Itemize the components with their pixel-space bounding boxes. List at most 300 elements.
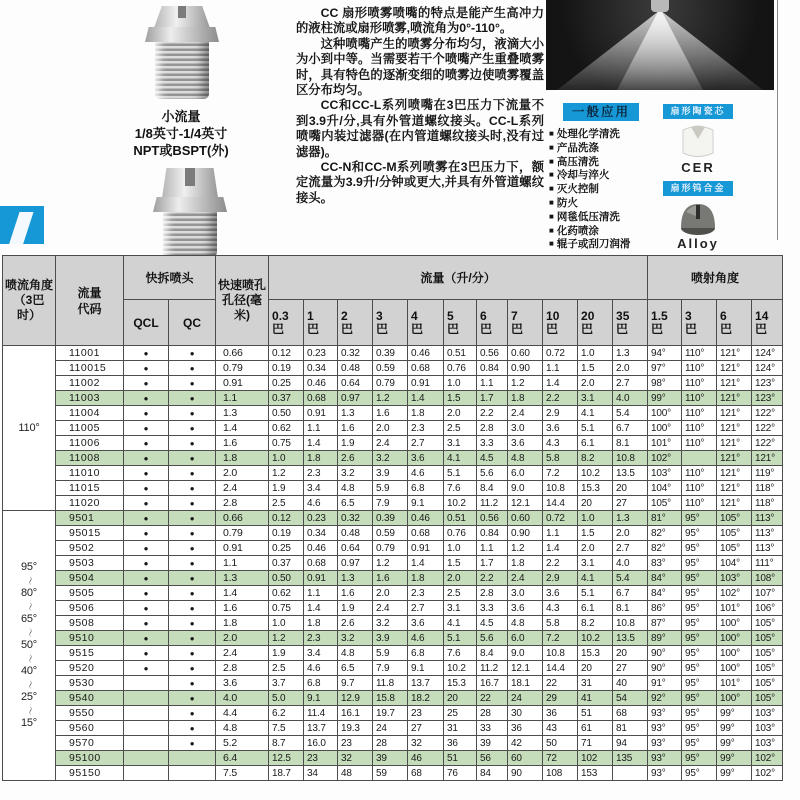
spray-angle-cell: 95° <box>682 541 717 556</box>
flow-code-cell: 95150 <box>56 766 124 781</box>
flow-rate-cell: 0.56 <box>477 511 508 526</box>
alloy-label: Alloy <box>677 236 719 251</box>
flow-rate-cell: 5.1 <box>444 631 477 646</box>
flow-rate-cell: 8.2 <box>578 451 613 466</box>
flow-rate-cell: 28 <box>373 736 408 751</box>
table-row <box>3 601 783 616</box>
nozzle-threaded-body <box>155 41 209 99</box>
spray-angle-cell: 110° <box>682 361 717 376</box>
flow-rate-cell: 7.5 <box>269 721 304 736</box>
range-squiggle-icon: 〜 <box>24 576 35 585</box>
flow-rate-cell: 68 <box>613 706 648 721</box>
spray-angle-cell: 100° <box>717 631 752 646</box>
flow-rate-cell: 48 <box>338 766 373 781</box>
spray-angle-cell: 89° <box>648 631 682 646</box>
flow-rate-cell: 2.0 <box>444 406 477 421</box>
flow-rate-cell: 2.0 <box>373 586 408 601</box>
flow-rate-cell: 0.48 <box>338 361 373 376</box>
qc-available-dot-icon: ● <box>169 556 216 571</box>
spray-angle-cell: 118° <box>752 496 783 511</box>
flow-rate-cell: 6.0 <box>508 466 543 481</box>
flow-rate-cell: 6.7 <box>613 421 648 436</box>
flow-rate-cell: 27 <box>613 661 648 676</box>
flow-rate-cell: 4.5 <box>477 616 508 631</box>
flow-rate-cell: 27 <box>613 496 648 511</box>
spray-angle-cell: 98° <box>648 376 682 391</box>
orifice-diameter-cell: 4.4 <box>216 706 269 721</box>
description-paragraph: CC和CC-L系列喷嘴在3巴压力下流量不到3.9升/分,具有外管道螺纹接头。CC-L系列喷嘴内装过滤器(在内管道螺纹接头时,没有过滤器)。 <box>296 98 544 159</box>
flow-rate-cell: 0.51 <box>444 511 477 526</box>
flow-rate-cell: 0.91 <box>304 571 338 586</box>
flow-rate-cell: 0.12 <box>269 346 304 361</box>
flow-rate-cell: 7.6 <box>444 646 477 661</box>
flow-rate-cell: 0.62 <box>269 586 304 601</box>
orifice-diameter-cell: 5.2 <box>216 736 269 751</box>
table-row <box>3 406 783 421</box>
spray-angle-cell: 100° <box>717 616 752 631</box>
square-bullet-icon: ■ <box>549 239 554 249</box>
qc-available-dot-icon: ● <box>169 586 216 601</box>
flow-code-cell: 9540 <box>56 691 124 706</box>
flow-rate-cell: 4.1 <box>444 616 477 631</box>
flow-code-cell: 11008 <box>56 451 124 466</box>
flow-code-cell: 11005 <box>56 421 124 436</box>
pressure-header: 7 巴 <box>508 300 543 346</box>
angle-value: 15° <box>20 717 38 729</box>
table-row <box>3 391 783 406</box>
flow-rate-cell: 0.32 <box>338 346 373 361</box>
spray-angle-cell: 93° <box>648 721 682 736</box>
flow-rate-cell: 2.7 <box>408 436 444 451</box>
flow-rate-cell: 4.6 <box>408 466 444 481</box>
flow-rate-cell: 31 <box>444 721 477 736</box>
flow-code-cell: 11015 <box>56 481 124 496</box>
flow-code-cell: 9504 <box>56 571 124 586</box>
flow-rate-cell: 31 <box>578 676 613 691</box>
qcl-available-dot-icon: ● <box>124 646 169 661</box>
flow-rate-cell: 5.1 <box>444 466 477 481</box>
application-item <box>549 169 669 183</box>
qcl-available-dot-icon: ● <box>124 361 169 376</box>
flow-rate-cell: 9.1 <box>408 661 444 676</box>
flow-rate-cell: 153 <box>578 766 613 781</box>
flow-rate-cell: 7.2 <box>543 466 578 481</box>
flow-rate-cell: 12.1 <box>508 661 543 676</box>
spray-angle-cell: 110° <box>682 376 717 391</box>
flow-rate-cell: 32 <box>338 751 373 766</box>
flow-rate-cell: 0.34 <box>304 526 338 541</box>
table-row <box>3 346 783 361</box>
qcl-available-dot-icon: ● <box>124 376 169 391</box>
application-item <box>549 211 669 225</box>
flow-rate-cell: 6.0 <box>508 631 543 646</box>
nozzle-photo-top <box>142 6 222 99</box>
flow-rate-cell: 9.0 <box>508 646 543 661</box>
application-item-label: 冷却与淬火 <box>556 169 610 182</box>
flow-rate-cell: 5.0 <box>269 691 304 706</box>
square-bullet-icon: ■ <box>549 211 554 221</box>
flow-rate-cell: 1.2 <box>508 541 543 556</box>
flow-code-cell: 9502 <box>56 541 124 556</box>
spray-angle-cell: 93° <box>648 736 682 751</box>
table-row <box>3 466 783 481</box>
angle-value: 65° <box>20 613 38 625</box>
flow-rate-cell: 0.19 <box>269 361 304 376</box>
spray-angle-cell: 101° <box>717 676 752 691</box>
spray-angle-cell: 94° <box>648 346 682 361</box>
spray-angle-cell: 87° <box>648 616 682 631</box>
flow-rate-cell: 1.7 <box>477 556 508 571</box>
flow-rate-cell: 14.4 <box>543 661 578 676</box>
flow-rate-cell: 2.4 <box>508 406 543 421</box>
table-row <box>3 496 783 511</box>
flow-rate-cell: 9.1 <box>304 691 338 706</box>
flow-rate-cell: 4.8 <box>338 646 373 661</box>
flow-rate-cell: 1.4 <box>543 541 578 556</box>
flow-rate-cell: 2.9 <box>543 571 578 586</box>
application-item <box>549 156 669 170</box>
spray-angle-cell: 101° <box>648 436 682 451</box>
orifice-diameter-cell: 7.5 <box>216 766 269 781</box>
flow-rate-cell: 0.37 <box>269 391 304 406</box>
flow-rate-cell: 2.5 <box>269 496 304 511</box>
qcl-available-dot-icon: ● <box>124 391 169 406</box>
flow-rate-cell: 4.3 <box>543 436 578 451</box>
flow-rate-cell: 4.1 <box>578 571 613 586</box>
description <box>296 6 544 206</box>
flow-rate-cell: 0.75 <box>269 436 304 451</box>
orifice-diameter-cell: 0.79 <box>216 361 269 376</box>
pressure-header: 0.3 巴 <box>269 300 304 346</box>
flow-rate-cell: 9.7 <box>338 676 373 691</box>
spray-angle-cell: 110° <box>682 436 717 451</box>
spray-angle-cell: 104° <box>648 481 682 496</box>
angle-value: 50° <box>20 639 38 651</box>
qc-available-dot-icon: ● <box>169 406 216 421</box>
flow-code-cell: 11001 <box>56 346 124 361</box>
flow-rate-cell: 36 <box>543 706 578 721</box>
flow-rate-cell: 1.4 <box>543 376 578 391</box>
flow-rate-cell: 2.2 <box>477 571 508 586</box>
flow-rate-cell: 0.56 <box>477 346 508 361</box>
spray-angle-cell: 97° <box>648 361 682 376</box>
flow-rate-cell: 1.8 <box>304 451 338 466</box>
flow-rate-cell: 3.6 <box>408 451 444 466</box>
angle-value: 110° <box>18 421 40 434</box>
flow-rate-cell: 0.90 <box>508 361 543 376</box>
flow-rate-cell: 1.6 <box>338 421 373 436</box>
flow-rate-cell: 2.8 <box>477 586 508 601</box>
angle-value: 80° <box>20 587 38 599</box>
angle-value: 95° <box>20 561 38 573</box>
flow-rate-cell: 11.2 <box>477 661 508 676</box>
flow-rate-cell: 24 <box>373 721 408 736</box>
flow-code-cell: 9501 <box>56 511 124 526</box>
spray-angle-cell: 108° <box>752 571 783 586</box>
flow-rate-cell: 10.8 <box>543 646 578 661</box>
flow-rate-cell: 29 <box>543 691 578 706</box>
spray-angle-cell: 95° <box>682 586 717 601</box>
range-squiggle-icon: 〜 <box>24 602 35 611</box>
spray-angle-cell: 84° <box>648 571 682 586</box>
spray-angle-cell: 102° <box>752 751 783 766</box>
square-bullet-icon: ■ <box>549 225 554 235</box>
application-item <box>549 225 669 239</box>
flow-rate-cell: 13.5 <box>613 631 648 646</box>
flow-rate-cell: 40 <box>613 676 648 691</box>
flow-rate-cell: 0.59 <box>373 361 408 376</box>
flow-rate-cell: 3.2 <box>338 631 373 646</box>
description-paragraph: CC 扇形喷雾喷嘴的特点是能产生高冲力的液柱流或扇形喷雾,喷流角为0°-110°。 <box>296 6 544 36</box>
table-row <box>3 676 783 691</box>
flow-rate-cell: 2.0 <box>444 571 477 586</box>
qcl-available-dot-icon: ● <box>124 586 169 601</box>
flow-rate-cell: 2.0 <box>578 376 613 391</box>
spray-pattern-photo <box>546 0 774 90</box>
spray-angle-cell: 121° <box>717 421 752 436</box>
flow-rate-cell: 7.9 <box>373 496 408 511</box>
flow-rate-cell: 30 <box>508 706 543 721</box>
spray-angle-cell: 121° <box>717 391 752 406</box>
flow-rate-cell: 61 <box>578 721 613 736</box>
flow-code-cell: 9508 <box>56 616 124 631</box>
qc-available-dot-icon: ● <box>169 646 216 661</box>
flow-rate-cell: 2.7 <box>408 601 444 616</box>
flow-rate-cell: 0.25 <box>269 376 304 391</box>
square-bullet-icon: ■ <box>549 142 554 152</box>
application-item <box>549 142 669 156</box>
spray-angle-cell: 119° <box>752 466 783 481</box>
flow-rate-cell: 4.1 <box>578 406 613 421</box>
flow-rate-cell: 135 <box>613 751 648 766</box>
flow-rate-cell: 23 <box>408 706 444 721</box>
flow-rate-cell: 6.5 <box>338 661 373 676</box>
flow-rate-cell: 1.1 <box>543 361 578 376</box>
spray-angle-cell: 113° <box>752 511 783 526</box>
spray-angle-cell: 105° <box>752 661 783 676</box>
nozzle-cap <box>154 6 210 28</box>
qc-available-dot-icon: ● <box>169 436 216 451</box>
flow-rate-cell: 5.8 <box>543 451 578 466</box>
qcl-empty-cell <box>124 691 169 706</box>
spray-angle-cell: 93° <box>648 706 682 721</box>
flow-rate-cell: 2.3 <box>408 421 444 436</box>
spray-angle-cell: 101° <box>717 601 752 616</box>
flow-rate-cell: 15.3 <box>578 481 613 496</box>
spray-angle-cell: 100° <box>717 691 752 706</box>
table-row <box>3 631 783 646</box>
flow-rate-cell: 0.48 <box>338 526 373 541</box>
flow-rate-cell: 22 <box>477 691 508 706</box>
flow-rate-cell: 1.9 <box>269 481 304 496</box>
flow-rate-cell: 0.46 <box>304 541 338 556</box>
flow-code-cell: 9505 <box>56 586 124 601</box>
flow-rate-cell: 2.9 <box>543 406 578 421</box>
spray-angle-group-label <box>3 346 56 511</box>
table-row <box>3 766 783 781</box>
flow-rate-cell: 0.46 <box>408 346 444 361</box>
qc-available-dot-icon: ● <box>169 451 216 466</box>
header-flow-group: 流量（升/分） <box>269 256 648 300</box>
flow-rate-cell: 0.97 <box>338 556 373 571</box>
pressure-header: 1.5 巴 <box>648 300 682 346</box>
flow-rate-cell: 1.2 <box>373 556 408 571</box>
flow-rate-cell: 2.5 <box>269 661 304 676</box>
spray-angle-cell: 100° <box>717 646 752 661</box>
application-item-label: 处理化学清洗 <box>556 128 620 140</box>
flow-rate-cell: 9.0 <box>508 481 543 496</box>
flow-rate-cell: 3.4 <box>304 481 338 496</box>
spray-angle-cell: 121° <box>717 466 752 481</box>
table-row <box>3 616 783 631</box>
qcl-available-dot-icon: ● <box>124 616 169 631</box>
flow-rate-cell: 0.37 <box>269 556 304 571</box>
qc-available-dot-icon: ● <box>169 661 216 676</box>
flow-rate-cell: 10.2 <box>444 661 477 676</box>
table-row <box>3 721 783 736</box>
square-bullet-icon: ■ <box>549 170 554 180</box>
qc-available-dot-icon: ● <box>169 526 216 541</box>
qcl-available-dot-icon: ● <box>124 541 169 556</box>
application-item-label: 网毯低压清洗 <box>556 210 620 223</box>
qc-available-dot-icon: ● <box>169 706 216 721</box>
flow-rate-cell: 1.6 <box>373 571 408 586</box>
spray-angle-cell: 83° <box>648 556 682 571</box>
flow-rate-cell: 1.2 <box>373 391 408 406</box>
pressure-header: 3 巴 <box>682 300 717 346</box>
table-row <box>3 511 783 526</box>
flow-rate-cell: 10.8 <box>543 481 578 496</box>
range-squiggle-icon: 〜 <box>24 628 35 637</box>
flow-rate-cell: 0.72 <box>543 511 578 526</box>
table-row <box>3 376 783 391</box>
qcl-available-dot-icon: ● <box>124 481 169 496</box>
flow-rate-cell: 0.46 <box>304 376 338 391</box>
pressure-header: 20 巴 <box>578 300 613 346</box>
spray-angle-cell: 95° <box>682 601 717 616</box>
caption-line-2: 1/8英寸-1/4英寸 <box>134 126 228 141</box>
flow-rate-cell: 8.7 <box>269 736 304 751</box>
caption-line-3: NPT或BSPT(外) <box>133 143 229 158</box>
flow-rate-cell: 0.64 <box>338 541 373 556</box>
ceramic-core-banner: 扇形陶瓷芯 <box>663 104 733 119</box>
flow-code-cell: 9515 <box>56 646 124 661</box>
orifice-diameter-cell: 1.3 <box>216 406 269 421</box>
flow-rate-cell: 1.9 <box>269 646 304 661</box>
flow-code-cell: 9560 <box>56 721 124 736</box>
flow-rate-cell: 2.6 <box>338 451 373 466</box>
spray-angle-cell: 103° <box>752 736 783 751</box>
spray-angle-cell: 95° <box>682 631 717 646</box>
flow-rate-cell: 0.39 <box>373 511 408 526</box>
flow-rate-cell: 11.8 <box>373 676 408 691</box>
flow-rate-cell: 24 <box>508 691 543 706</box>
flow-rate-cell: 2.4 <box>373 601 408 616</box>
qc-available-dot-icon: ● <box>169 541 216 556</box>
header-spray-angle: 喷流角度（3巴时） <box>3 256 56 346</box>
flow-rate-cell: 15.3 <box>444 676 477 691</box>
spray-angle-cell: 104° <box>717 556 752 571</box>
table-row <box>3 691 783 706</box>
flow-rate-cell: 0.19 <box>269 526 304 541</box>
flow-rate-cell: 10.8 <box>613 451 648 466</box>
flow-rate-cell: 2.0 <box>578 541 613 556</box>
spray-angle-cell: 110° <box>682 496 717 511</box>
flow-rate-cell: 0.76 <box>444 526 477 541</box>
flow-rate-cell: 0.68 <box>408 526 444 541</box>
flow-rate-cell: 1.0 <box>444 541 477 556</box>
flow-rate-cell: 3.6 <box>543 586 578 601</box>
spray-angle-cell: 81° <box>648 511 682 526</box>
spray-angle-cell: 95° <box>682 676 717 691</box>
flow-rate-cell: 1.6 <box>373 406 408 421</box>
flow-rate-cell: 3.6 <box>408 616 444 631</box>
qc-available-dot-icon: ● <box>169 376 216 391</box>
application-item <box>549 128 669 142</box>
orifice-diameter-cell: 0.91 <box>216 376 269 391</box>
orifice-diameter-cell: 2.0 <box>216 631 269 646</box>
table-row <box>3 481 783 496</box>
flow-rate-cell <box>613 766 648 781</box>
nozzle-slot <box>178 6 186 18</box>
spray-angle-cell: 102° <box>648 451 682 466</box>
flow-rate-cell: 90 <box>508 766 543 781</box>
flow-rate-cell: 1.4 <box>408 391 444 406</box>
flow-rate-cell: 34 <box>304 766 338 781</box>
flow-rate-cell: 94 <box>613 736 648 751</box>
spray-angle-cell: 95° <box>682 706 717 721</box>
flow-rate-cell: 15.3 <box>578 646 613 661</box>
qcl-empty-cell <box>124 721 169 736</box>
flow-code-cell: 11020 <box>56 496 124 511</box>
flow-rate-cell: 1.4 <box>408 556 444 571</box>
flow-rate-cell: 13.7 <box>304 721 338 736</box>
spray-angle-cell: 111° <box>752 556 783 571</box>
flow-rate-cell: 4.6 <box>304 661 338 676</box>
spray-angle-cell: 122° <box>752 421 783 436</box>
spray-angle-cell: 121° <box>717 346 752 361</box>
flow-rate-cell: 5.9 <box>373 481 408 496</box>
description-paragraph: CC-N和CC-M系列喷雾在3巴压力下，额定流量为3.9升/分钟或更大,并具有外管道螺纹接头。 <box>296 160 544 205</box>
qcl-empty-cell <box>124 766 169 781</box>
spray-angle-cell: 95° <box>682 661 717 676</box>
flow-rate-cell: 7.6 <box>444 481 477 496</box>
flow-rate-cell: 3.2 <box>373 451 408 466</box>
spray-angle-cell: 82° <box>648 526 682 541</box>
spray-angle-cell: 100° <box>648 406 682 421</box>
flow-rate-cell: 0.68 <box>304 556 338 571</box>
flow-rate-cell: 11.4 <box>304 706 338 721</box>
application-item-label: 产品洗涤 <box>556 141 599 154</box>
flow-rate-cell: 41 <box>578 691 613 706</box>
qc-empty-cell <box>169 766 216 781</box>
flow-rate-cell: 1.1 <box>477 376 508 391</box>
qcl-available-dot-icon: ● <box>124 451 169 466</box>
flow-rate-cell: 2.3 <box>304 631 338 646</box>
spray-angle-cell: 110° <box>682 406 717 421</box>
flow-rate-cell: 10.2 <box>444 496 477 511</box>
flow-rate-cell: 12.1 <box>508 496 543 511</box>
orifice-diameter-cell: 1.8 <box>216 451 269 466</box>
spray-angle-cell: 90° <box>648 661 682 676</box>
spray-angle-cell: 113° <box>752 526 783 541</box>
qc-available-dot-icon: ● <box>169 346 216 361</box>
spray-angle-cell: 106° <box>752 601 783 616</box>
flow-rate-cell: 12.9 <box>338 691 373 706</box>
flow-code-cell: 9520 <box>56 661 124 676</box>
flow-rate-cell: 12.5 <box>269 751 304 766</box>
header-orifice: 快速喷孔孔径(毫米) <box>216 256 269 346</box>
